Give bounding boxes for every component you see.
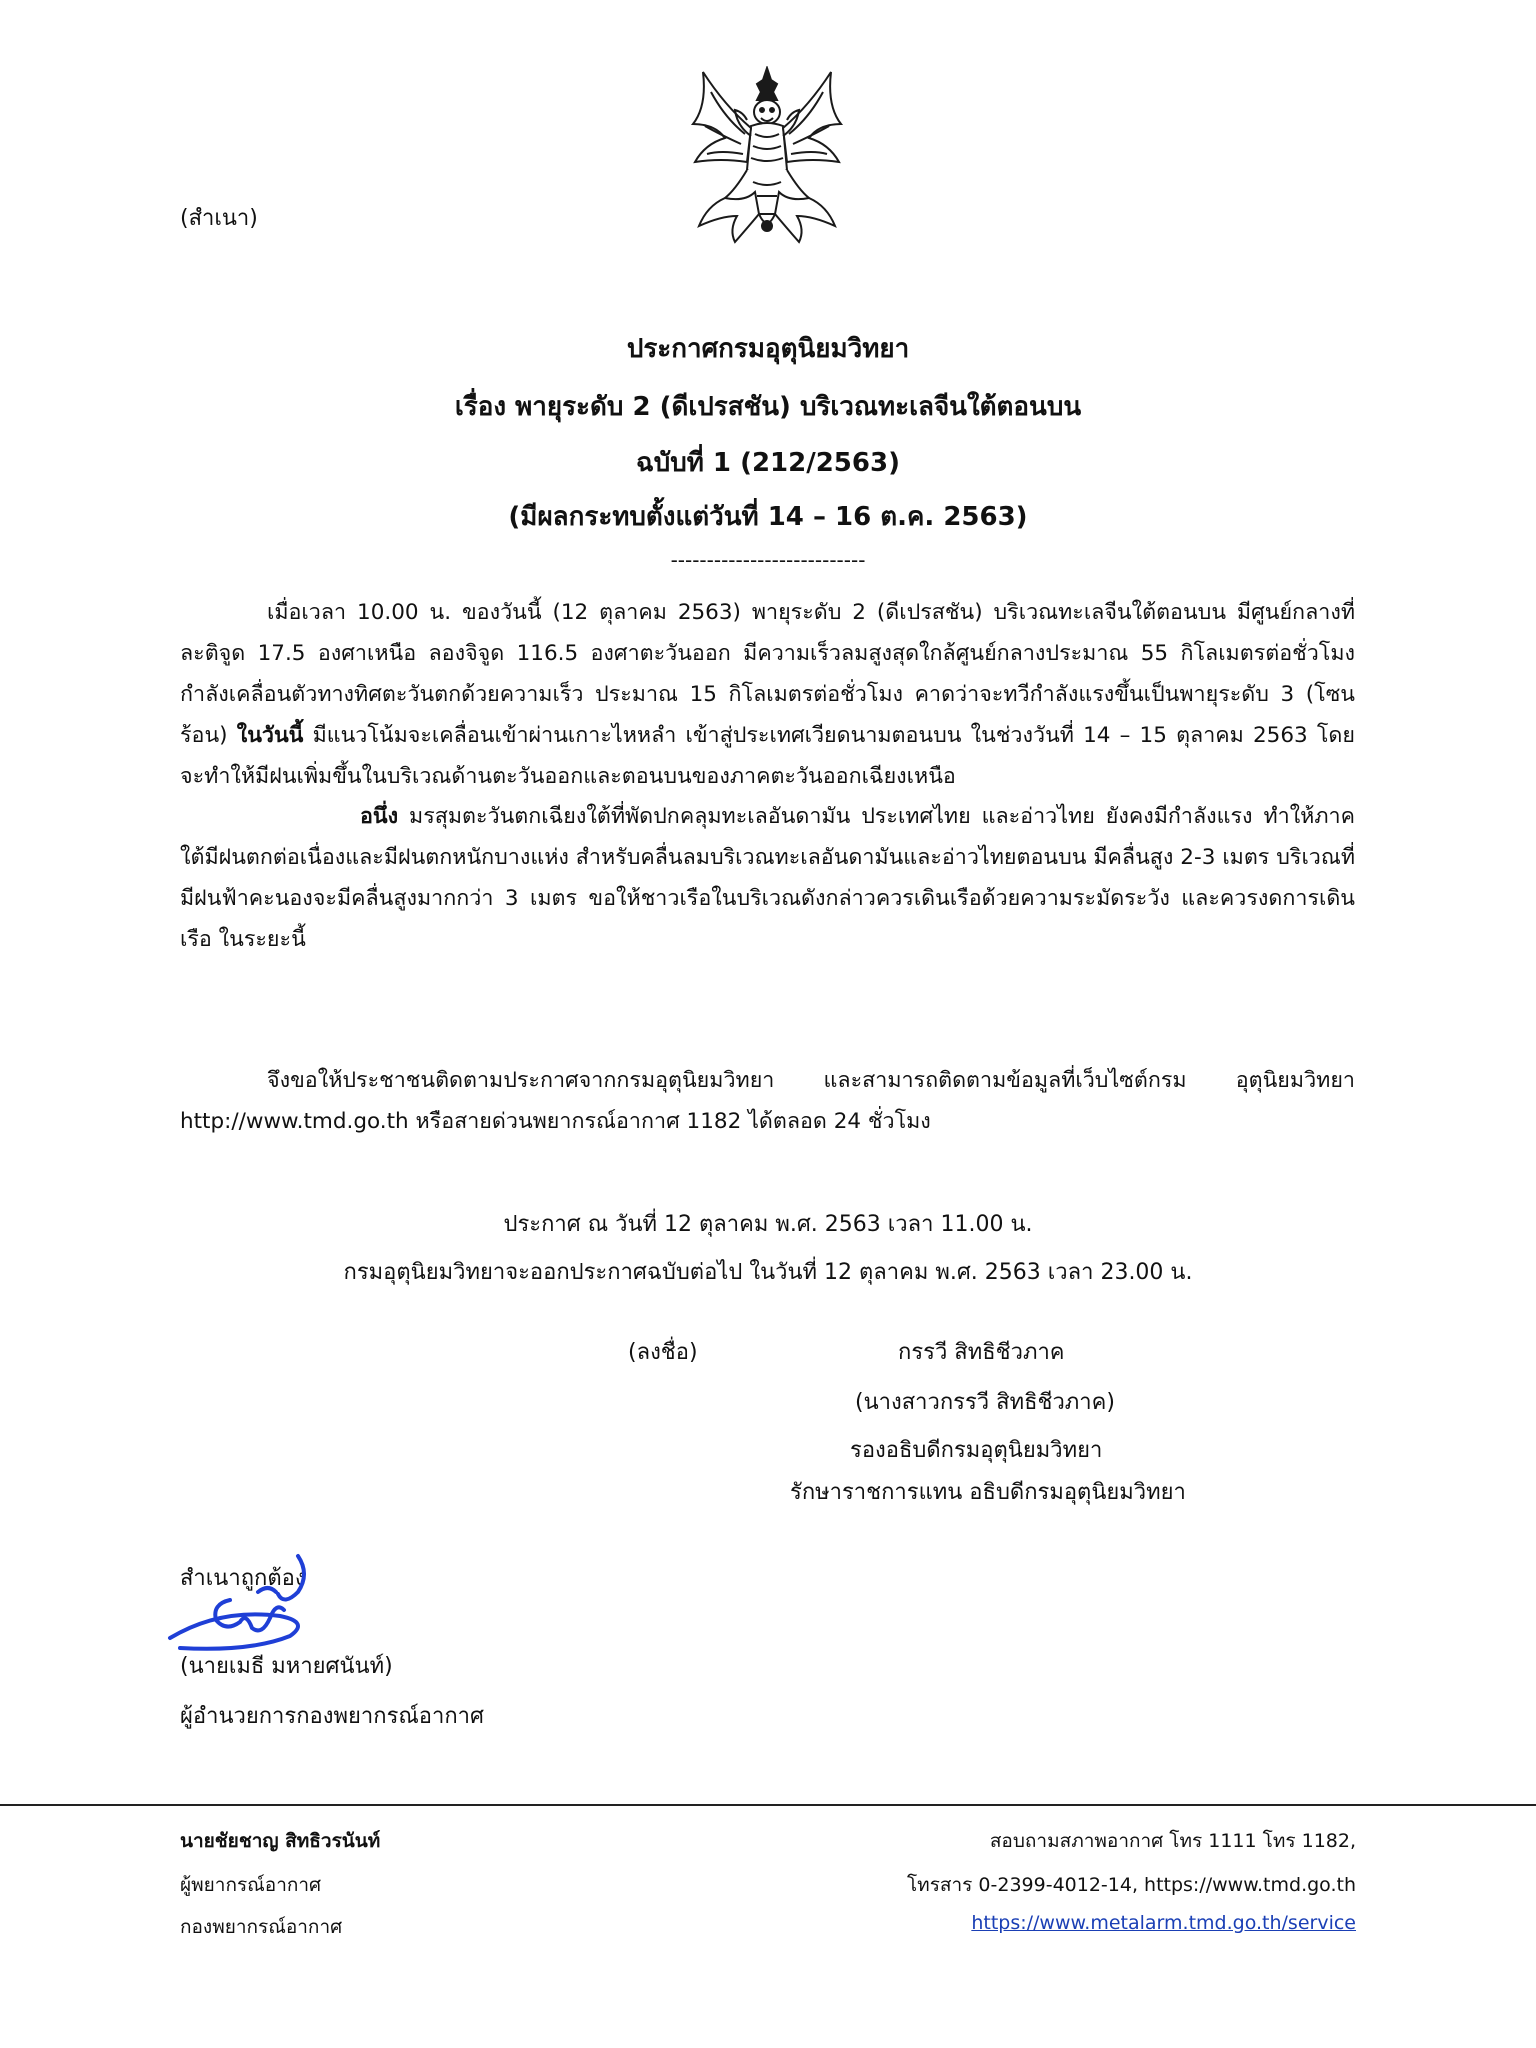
signer-name: กรรวี สิทธิชีวภาค: [898, 1340, 1065, 1365]
footer-forecaster-role: ผู้พยากรณ์อากาศ: [180, 1874, 322, 1896]
para1-text: เมื่อเวลา 10.00 น. ของวันนี้ (12 ตุลาคม 2563) พายุระดับ 2 (ดีเปรสชัน) บริเวณทะเลจีนใต้ตอนบน มีศูนย์กลางที่ละติจูด 17.5 องศาเหนือ ลองจิจูด 116.5 องศาตะวันออก มีความเร็วลมสูงสุดใกล้ศูนย์กลางประมาณ 55 กิโลเมตรต่อชั่วโมง กำลังเคลื่อนตัวทางทิศตะวันตกด้วยความเร็ว ประมาณ 15 กิโลเมตรต่อชั่วโมง คาดว่าจะทวีกำลังแรงขึ้นเป็นพายุระดับ 3 (โซนร้อน): [180, 600, 1355, 748]
certifier-position: ผู้อำนวยการกองพยากรณ์อากาศ: [180, 1704, 485, 1729]
garuda-emblem-icon: [685, 66, 850, 246]
footer-forecaster-name: นายชัยชาญ สิทธิวรนันท์: [180, 1830, 381, 1852]
announcement-effective-period: (มีผลกระทบตั้งแต่วันที่ 14 – 16 ต.ค. 2563): [508, 502, 1028, 532]
body-paragraph-2: [180, 796, 1355, 960]
certifier-name: (นายเมธี มหายศนันท์): [180, 1654, 393, 1679]
signer-full-name: (นางสาวกรรวี สิทธิชีวภาค): [855, 1390, 1115, 1415]
body-paragraph-1: [180, 592, 1355, 797]
para1-rest: มีแนวโน้มจะเคลื่อนเข้าผ่านเกาะไหหลำ เข้าสู่ประเทศเวียดนามตอนบน ในช่วงวันที่ 14 – 15 ตุลาคม 2563 โดยจะทำให้มีฝนเพิ่มขึ้นในบริเวณด้านตะวันออกและตอนบนของภาคตะวันออกเฉียงเหนือ: [180, 723, 1355, 789]
signer-position: รองอธิบดีกรมอุตุนิยมวิทยา: [850, 1438, 1103, 1463]
next-issue-notice: กรมอุตุนิยมวิทยาจะออกประกาศฉบับต่อไป ในวันที่ 12 ตุลาคม พ.ศ. 2563 เวลา 23.00 น.: [343, 1260, 1193, 1285]
para1-bold-today: ในวันนี้: [236, 723, 304, 748]
announce-date: ประกาศ ณ วันที่ 12 ตุลาคม พ.ศ. 2563 เวลา 11.00 น.: [503, 1212, 1033, 1237]
announcement-issue-number: ฉบับที่ 1 (212/2563): [636, 448, 900, 478]
para2-bold-moreover: อนึ่ง: [360, 804, 399, 829]
para2-text: มรสุมตะวันตกเฉียงใต้ที่พัดปกคลุมทะเลอันดามัน ประเทศไทย และอ่าวไทย ยังคงมีกำลังแรง ทำให้ภาคใต้มีฝนตกต่อเนื่องและมีฝนตกหนักบางแห่ง สำหรับคลื่นลมบริเวณทะเลอันดามันและอ่าวไทยตอนบน มีคลื่นสูง 2-3 เมตร บริเวณที่มีฝนฟ้าคะนองจะมีคลื่นสูงมากกว่า 3 เมตร ขอให้ชาวเรือในบริเวณดังกล่าวควรเดินเรือด้วยความระมัดระวัง และควรงดการเดินเรือ ในระยะนี้: [180, 804, 1355, 952]
announcement-title: ประกาศกรมอุตุนิยมวิทยา: [626, 334, 910, 364]
copy-mark: (สำเนา): [180, 206, 258, 231]
certified-copy-label: สำเนาถูกต้อง: [180, 1566, 306, 1591]
footer-divider: [0, 1804, 1536, 1806]
title-divider: ---------------------------: [670, 548, 866, 572]
footer-contact-phone: สอบถามสภาพอากาศ โทร 1111 โทร 1182,: [989, 1830, 1356, 1852]
announcement-subject: เรื่อง พายุระดับ 2 (ดีเปรสชัน) บริเวณทะเลจีนใต้ตอนบน: [454, 392, 1082, 422]
signed-label: (ลงชื่อ): [628, 1340, 698, 1365]
handwritten-signature-icon: [160, 1548, 320, 1670]
body-paragraph-3: จึงขอให้ประชาชนติดตามประกาศจากกรมอุตุนิยมวิทยา และสามารถติดตามข้อมูลที่เว็บไซต์กรม อุตุนิยมวิทยา http://www.tmd.go.th หรือสายด่วนพยากรณ์อากาศ 1182 ได้ตลอด 24 ชั่วโมง: [180, 1068, 1355, 1134]
footer-metalarm-link[interactable]: https://www.metalarm.tmd.go.th/service: [971, 1912, 1356, 1934]
signer-acting-position: รักษาราชการแทน อธิบดีกรมอุตุนิยมวิทยา: [790, 1480, 1186, 1505]
footer-contact-fax: โทรสาร 0-2399-4012-14, https://www.tmd.go.th: [906, 1874, 1356, 1896]
footer-division: กองพยากรณ์อากาศ: [180, 1916, 343, 1938]
